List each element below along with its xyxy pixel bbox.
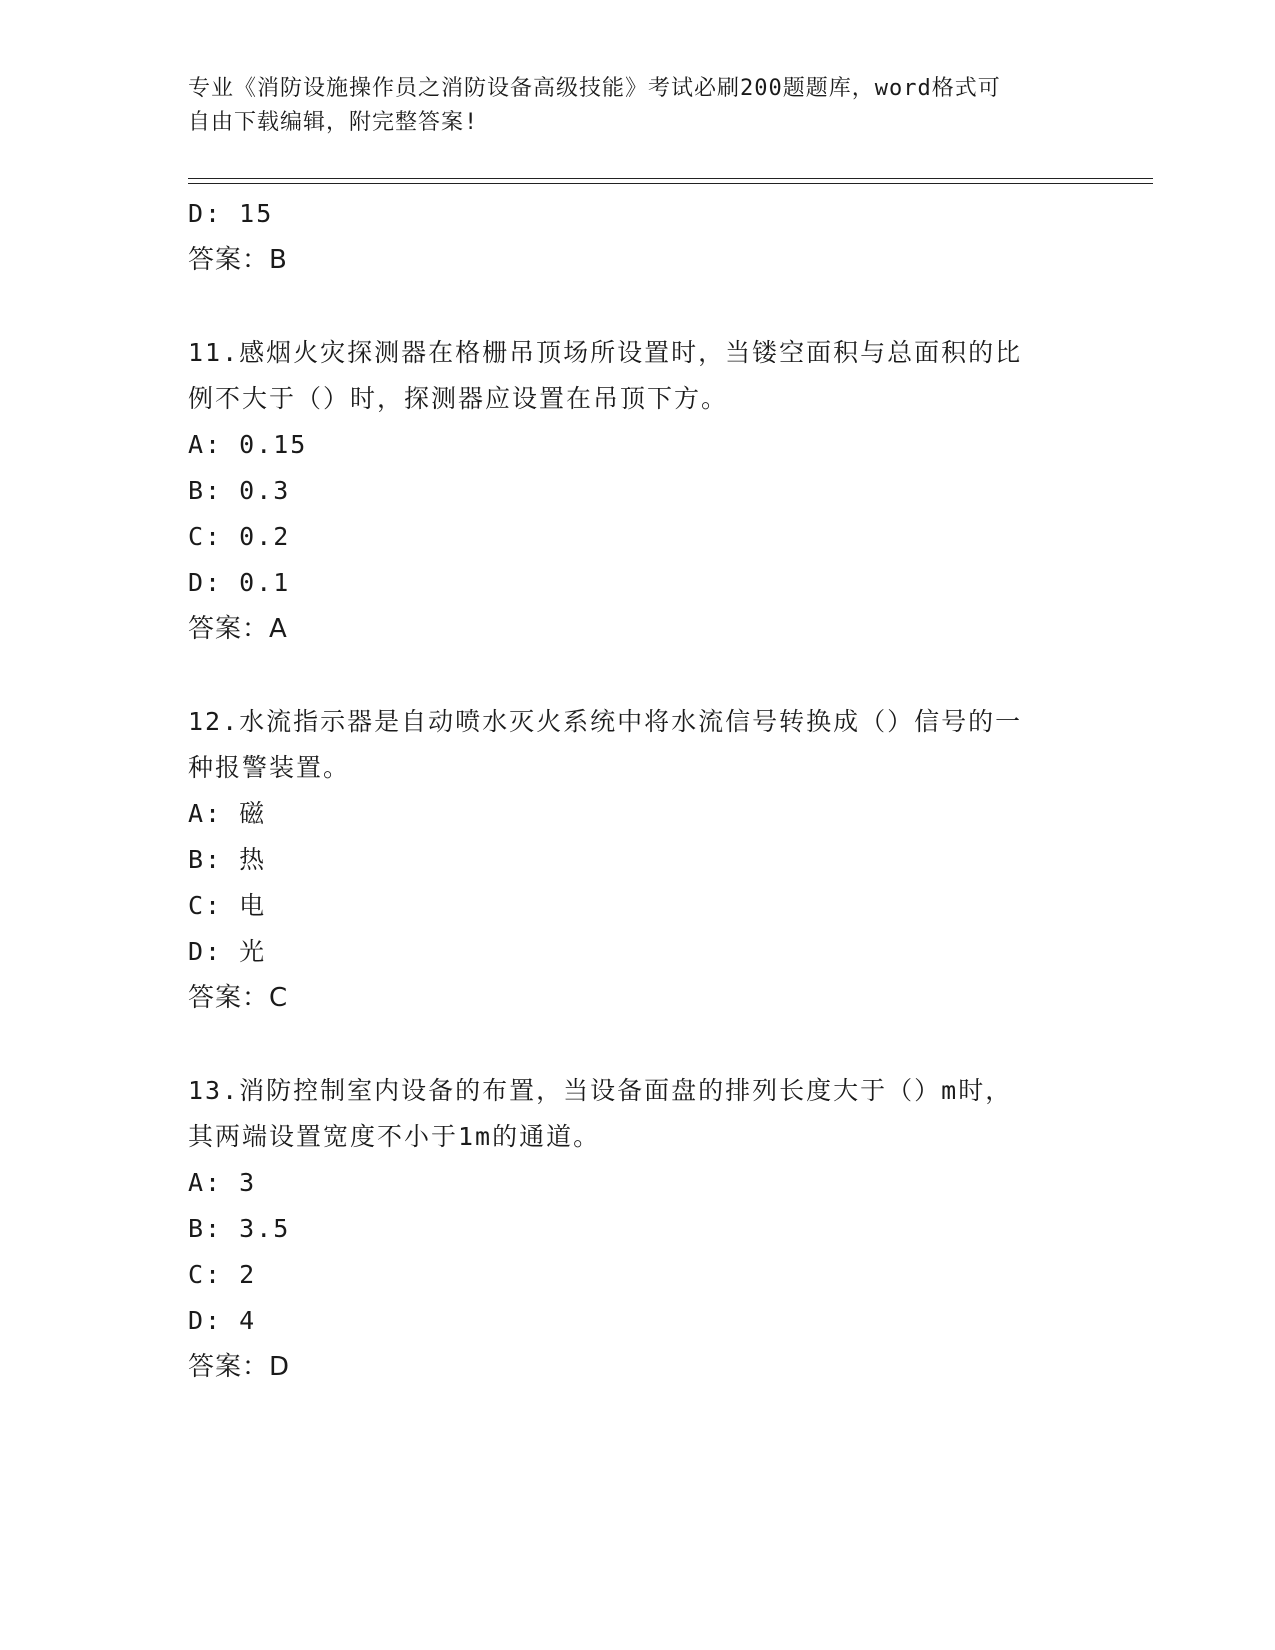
question-13-option-b: B: 3.5 [188, 1214, 291, 1243]
question-11-text-line-2: 例不大于（）时，探测器应设置在吊顶下方。 [188, 384, 729, 413]
question-11-option-c: C: 0.2 [188, 522, 291, 551]
question-11-text-line-1: 11.感烟火灾探测器在格栅吊顶场所设置时，当镂空面积与总面积的比 [188, 338, 1023, 367]
document-header [188, 72, 1078, 140]
question-11-option-d: D: 0.1 [188, 568, 291, 597]
question-13-answer: 答案：D [188, 1352, 291, 1382]
question-12 [188, 699, 1088, 1021]
question-12-text-line-2: 种报警装置。 [188, 753, 351, 782]
question-11-option-a: A: 0.15 [188, 430, 308, 459]
header-divider-top [188, 178, 1153, 179]
carryover-option-d: D: 15 [188, 199, 274, 228]
header-divider-bottom [188, 183, 1153, 184]
question-11-answer: 答案：A [188, 614, 288, 644]
carryover-answer: 答案：B [188, 245, 288, 275]
question-12-option-c: C: 电 [188, 891, 267, 920]
question-12-text-line-1: 12.水流指示器是自动喷水灭火系统中将水流信号转换成（）信号的一 [188, 707, 1023, 736]
header-line-1: 专业《消防设施操作员之消防设备高级技能》考试必刷200题题库，word格式可 [188, 76, 1001, 101]
header-line-2: 自由下载编辑，附完整答案! [188, 110, 479, 135]
question-12-option-b: B: 热 [188, 845, 267, 874]
question-13-option-c: C: 2 [188, 1260, 257, 1289]
question-13-option-a: A: 3 [188, 1168, 257, 1197]
question-12-option-a: A: 磁 [188, 799, 267, 828]
question-11-option-b: B: 0.3 [188, 476, 291, 505]
question-12-answer: 答案：C [188, 983, 289, 1013]
question-13-text-line-2: 其两端设置宽度不小于1m的通道。 [188, 1122, 601, 1151]
question-13-option-d: D: 4 [188, 1306, 257, 1335]
question-13 [188, 1068, 1088, 1390]
question-list [188, 191, 1088, 1390]
question-13-text-line-1: 13.消防控制室内设备的布置，当设备面盘的排列长度大于（）m时， [188, 1076, 1013, 1105]
question-12-option-d: D: 光 [188, 937, 267, 966]
question-11 [188, 330, 1088, 652]
